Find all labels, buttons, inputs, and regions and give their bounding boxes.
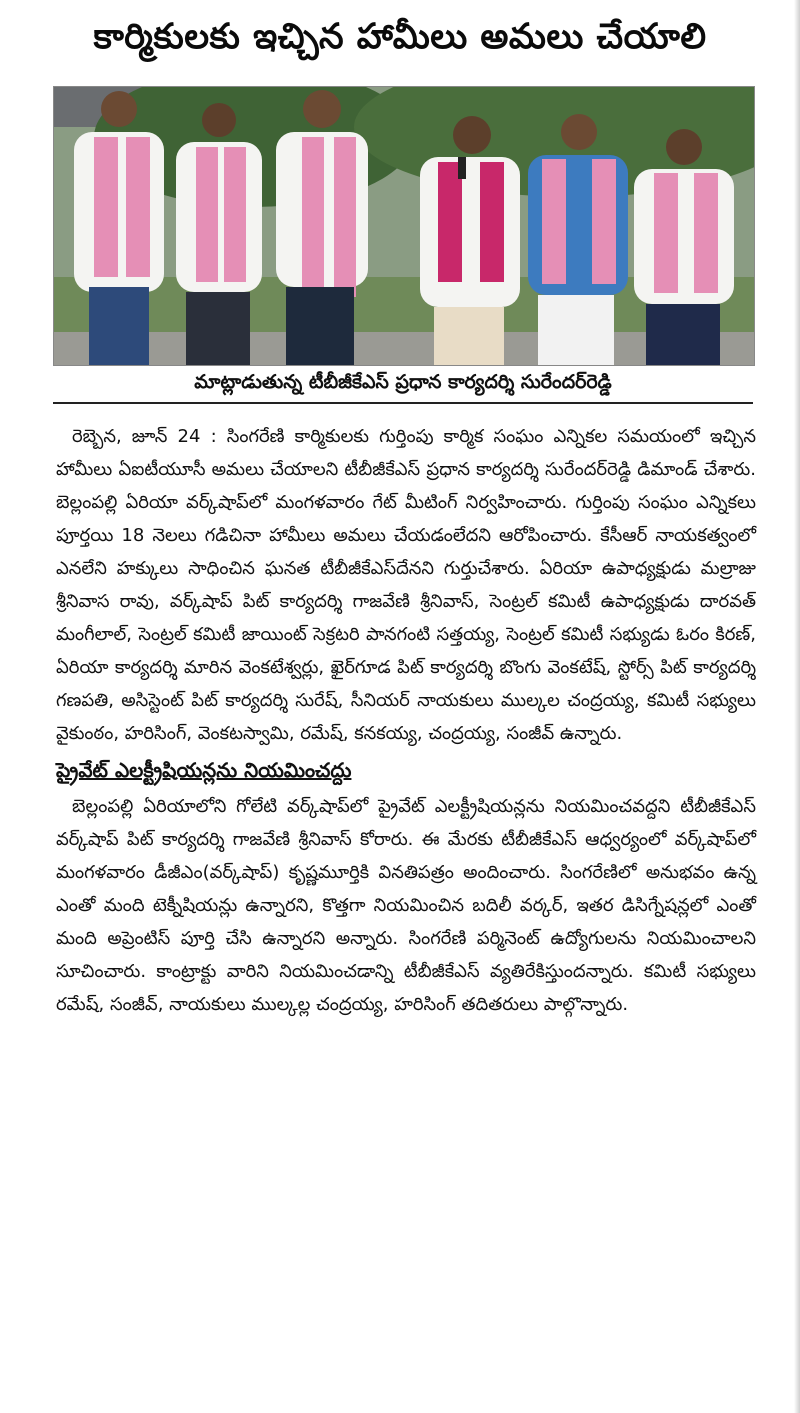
microphone [458,157,466,179]
article-subheading: ప్రైవేట్ ఎలక్ట్రీషియన్లను నియమించద్దు [56,758,352,782]
photo-illustration [54,87,754,365]
headline: కార్మికులకు ఇచ్చిన హామీలు అమలు చేయాలి [93,17,707,57]
page-edge-shadow [794,0,800,1413]
article-paragraph: రెబ్బెన, జూన్ 24 : సింగరేణి కార్మికులకు గుర్తింపు కార్మిక సంఘం ఎన్నికల సమయంలో ఇచ్చిన హామీలు ఏఐటీయూసీ అమలు చేయాలని టీబీజీకేఎస్ ప్రధాన కార్యదర్శి సురేందర్‌రెడ్డి డిమాండ్ చేశారు. బెల్లంపల్లి ఏరియా వర్క్‌షాప్‌లో మంగళవారం గేట్ మీటింగ్ నిర్వహించారు. గుర్తింపు సంఘం ఎన్నికలు పూర్తయి 18 నెలలు గడిచినా హామీలు అమలు చేయడంలేదని ఆరోపించారు. కేసీఆర్ నాయకత్వంలో ఎనలేని హక్కులు సాధించిన ఘనత టీబీజీకేఎస్‌దేనని గుర్తుచేశారు. ఏరియా ఉపాధ్యక్షుడు మల్రాజు శ్రీనివాస రావు, వర్క్‌షాప్ పిట్ కార్యదర్శి గాజవేణి శ్రీనివాస్, సెంట్రల్ కమిటీ ఉపాధ్యక్షుడు దారవత్ మంగీలాల్, సెంట్రల్ కమిటీ జాయింట్ సెక్రటరి పానగంటి సత్తయ్య, సెంట్రల్ కమిటీ సభ్యుడు ఓరం కిరణ్, ఏరియా కార్యదర్శి మారిన వెంకటేశ్వర్లు, ఖైర్‌గూడ పిట్ కార్యదర్శి బొంగు వెంకటేష్, స్టోర్స్ పిట్ కార్యదర్శి గణపతి, అసిస్టెంట్ పిట్ కార్యదర్శి సురేష్, సీనియర్ నాయకులు ముల్కల చంద్రయ్య, కమిటీ సభ్యులు వైకుంఠం, హరిసింగ్, వెంకటస్వామి, రమేష్, కనకయ్య, చంద్రయ్య, సంజీవ్ ఉన్నారు. [56,426,756,744]
news-photo [53,86,755,366]
article-body [56,420,756,1021]
photo-caption: మాట్లాడుతున్న టీబీజీకేఎస్ ప్రధాన కార్యదర్శి సురేందర్‌రెడ్డి [53,366,753,404]
article-paragraph: బెల్లంపల్లి ఏరియాలోని గోలేటి వర్క్‌షాప్‌లో ప్రైవేట్ ఎలక్ట్రీషియన్లను నియమించవద్దని టీబీజీకేఎస్ వర్క్‌షాప్ పిట్ కార్యదర్శి గాజవేణి శ్రీనివాస్ కోరారు. ఈ మేరకు టీబీజీకేఎస్ ఆధ్వర్యంలో వర్క్‌షాప్‌లో మంగళవారం డీజీఎం(వర్క్‌షాప్) కృష్ణమూర్తికి వినతిపత్రం అందించారు. సింగరేణిలో అనుభవం ఉన్న ఎంతో మంది టెక్నీషియన్లు ఉన్నారని, కొత్తగా నియమించిన బదిలీ వర్కర్, ఇతర డిసిగ్నేషన్లలో ఎంతో మంది అప్రెంటిస్ పూర్తి చేసి ఉన్నారని అన్నారు. సింగరేణి పర్మినెంట్ ఉద్యోగులను నియమించాలని సూచించారు. కాంట్రాక్టు వారిని నియమించడాన్ని టీబీజీకేఎస్ వ్యతిరేకిస్తుందన్నారు. కమిటీ సభ్యులు రమేష్, సంజీవ్, నాయకులు ముల్కల్ల చంద్రయ్య, హరిసింగ్ తదితరులు పాల్గొన్నారు. [56,796,756,1015]
